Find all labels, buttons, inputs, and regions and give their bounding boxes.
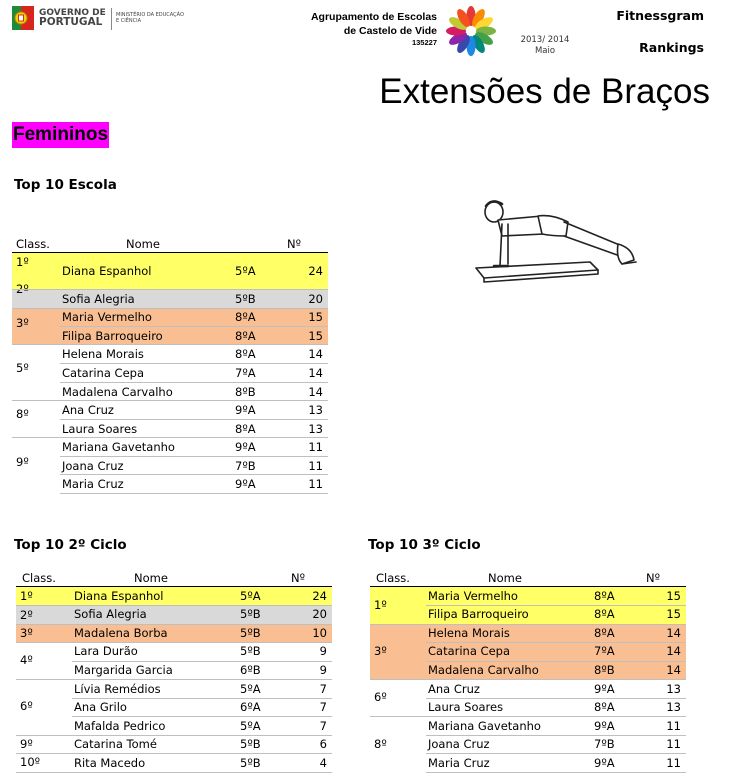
- athlete-name: Helena Morais: [428, 626, 510, 640]
- table-row: [370, 642, 686, 660]
- table-row: [16, 680, 332, 698]
- athlete-reps: 7: [319, 700, 327, 714]
- table-row: [370, 624, 686, 642]
- name-header: Nome: [134, 571, 168, 585]
- table-row: [16, 605, 332, 623]
- athlete-name: Filipa Barroqueiro: [428, 607, 529, 621]
- table-row: [370, 698, 686, 716]
- athlete-class: 8ºA: [235, 310, 256, 324]
- class-header: Class.: [22, 571, 56, 585]
- athlete-class: 9ºA: [235, 477, 256, 491]
- table-row: [16, 642, 332, 660]
- gov-line2: PORTUGAL: [39, 16, 103, 28]
- escola-title: Top 10 Escola: [14, 177, 117, 193]
- place-label: 6º: [374, 690, 387, 704]
- athlete-class: 5ºB: [240, 626, 261, 640]
- ciclo3-title: Top 10 3º Ciclo: [368, 537, 481, 553]
- place-label: 1º: [20, 589, 33, 603]
- athlete-name: Mariana Gavetanho: [428, 719, 541, 733]
- athlete-name: Maria Vermelho: [62, 310, 152, 324]
- table-row: [12, 475, 328, 493]
- athlete-name: Ana Cruz: [428, 682, 480, 696]
- government-logo: [12, 6, 184, 32]
- athlete-class: 9ºA: [594, 682, 615, 696]
- athlete-class: 8ºA: [235, 422, 256, 436]
- athlete-reps: 14: [308, 347, 323, 361]
- athlete-reps: 14: [666, 626, 681, 640]
- athlete-name: Sofia Alegria: [62, 292, 135, 306]
- table-row: [16, 587, 332, 605]
- athlete-name: Joana Cruz: [62, 459, 124, 473]
- athlete-reps: 11: [666, 756, 681, 770]
- athlete-reps: 15: [308, 329, 323, 343]
- place-label: 2º: [20, 608, 33, 622]
- athlete-reps: 7: [319, 719, 327, 733]
- table-row: [370, 587, 686, 605]
- place-label: 1º: [374, 598, 387, 612]
- athlete-name: Madalena Carvalho: [62, 385, 173, 399]
- athlete-reps: 24: [308, 264, 323, 278]
- place-label: 6º: [20, 699, 33, 713]
- gov-line1: GOVERNO DE: [39, 8, 106, 18]
- place-label: 9º: [20, 737, 33, 751]
- table-row: [12, 345, 328, 363]
- table-row: [370, 680, 686, 698]
- athlete-reps: 11: [308, 477, 323, 491]
- table-row: [12, 383, 328, 401]
- school-year: [510, 35, 580, 57]
- athlete-reps: 11: [308, 440, 323, 454]
- school-line2: de Castelo de Vide: [343, 25, 437, 37]
- place-label: 4º: [20, 653, 33, 667]
- table-row: [16, 661, 332, 679]
- athlete-class: 5ºB: [240, 737, 261, 751]
- escola-table: [12, 236, 328, 498]
- table-row: [12, 364, 328, 382]
- class-header: Class.: [376, 571, 410, 585]
- place-label: 1º: [16, 255, 29, 269]
- athlete-reps: 14: [666, 644, 681, 658]
- athlete-name: Helena Morais: [62, 347, 144, 361]
- athlete-reps: 7: [319, 682, 327, 696]
- athlete-name: Ana Grilo: [74, 700, 127, 714]
- athlete-reps: 14: [666, 663, 681, 677]
- table-row: [370, 735, 686, 753]
- ministry-line1: MINISTÉRIO DA EDUCAÇÃO: [116, 12, 184, 18]
- table-row: [12, 290, 328, 308]
- athlete-class: 5ºB: [240, 756, 261, 770]
- athlete-class: 5ºB: [240, 607, 261, 621]
- name-header: Nome: [488, 571, 522, 585]
- athlete-reps: 20: [312, 607, 327, 621]
- athlete-name: Mafalda Pedrico: [74, 719, 166, 733]
- ciclo2-table: [16, 570, 332, 778]
- num-header: Nº: [287, 237, 302, 251]
- athlete-class: 7ºB: [235, 459, 256, 473]
- athlete-reps: 11: [308, 459, 323, 473]
- athlete-name: Catarina Tomé: [74, 737, 157, 751]
- athlete-name: Diana Espanhol: [62, 264, 152, 278]
- table-row: [16, 735, 332, 753]
- ministry-line2: E CIÊNCIA: [116, 18, 141, 24]
- athlete-reps: 11: [666, 737, 681, 751]
- athlete-class: 8ºA: [235, 347, 256, 361]
- athlete-reps: 9: [319, 644, 327, 658]
- table-row: [370, 605, 686, 623]
- athlete-class: 6ºB: [240, 663, 261, 677]
- table-row: [16, 698, 332, 716]
- place-label: 5º: [16, 361, 29, 375]
- athlete-reps: 11: [666, 719, 681, 733]
- table-row: [16, 624, 332, 642]
- athlete-name: Madalena Borba: [74, 626, 168, 640]
- athlete-reps: 9: [319, 663, 327, 677]
- table-row: [370, 754, 686, 772]
- athlete-name: Mariana Gavetanho: [62, 440, 175, 454]
- athlete-class: 8ºB: [235, 385, 256, 399]
- athlete-name: Catarina Cepa: [428, 644, 510, 658]
- rankings-label: Rankings: [639, 40, 704, 55]
- athlete-class: 8ºA: [594, 607, 615, 621]
- athlete-reps: 14: [308, 385, 323, 399]
- name-header: Nome: [126, 237, 160, 251]
- athlete-class: 9ºA: [594, 719, 615, 733]
- athlete-reps: 6: [319, 737, 327, 751]
- athlete-class: 5ºB: [240, 644, 261, 658]
- place-label: 9º: [16, 455, 29, 469]
- athlete-name: Maria Vermelho: [428, 589, 518, 603]
- athlete-name: Margarida Garcia: [74, 663, 173, 677]
- athlete-class: 7ºA: [594, 644, 615, 658]
- athlete-class: 9ºA: [235, 440, 256, 454]
- athlete-name: Rita Macedo: [74, 756, 146, 770]
- athlete-reps: 24: [312, 589, 327, 603]
- school-line1: Agrupamento de Escolas: [310, 11, 437, 23]
- athlete-name: Diana Espanhol: [74, 589, 164, 603]
- athlete-reps: 10: [312, 626, 327, 640]
- place-label: 3º: [20, 626, 33, 640]
- table-row: [370, 661, 686, 679]
- athlete-class: 9ºA: [235, 403, 256, 417]
- athlete-name: Maria Cruz: [428, 756, 490, 770]
- athlete-reps: 13: [666, 682, 681, 696]
- athlete-class: 7ºA: [235, 366, 256, 380]
- athlete-name: Catarina Cepa: [62, 366, 144, 380]
- athlete-reps: 13: [666, 700, 681, 714]
- ciclo3-table: [370, 570, 686, 778]
- athlete-name: Maria Cruz: [62, 477, 124, 491]
- athlete-name: Lívia Remédios: [74, 682, 161, 696]
- athlete-reps: 14: [308, 366, 323, 380]
- athlete-name: Ana Cruz: [62, 403, 114, 417]
- athlete-name: Madalena Carvalho: [428, 663, 539, 677]
- table-row: [16, 717, 332, 735]
- athlete-name: Joana Cruz: [428, 737, 490, 751]
- athlete-reps: 13: [308, 422, 323, 436]
- athlete-name: Laura Soares: [62, 422, 138, 436]
- ciclo2-title: Top 10 2º Ciclo: [14, 537, 127, 553]
- table-row: [12, 308, 328, 326]
- class-header: Class.: [16, 237, 50, 251]
- athlete-class: 8ºA: [594, 700, 615, 714]
- month-label: Maio: [534, 46, 556, 56]
- table-row: [12, 420, 328, 438]
- athlete-class: 6ºA: [240, 700, 261, 714]
- athlete-name: Laura Soares: [428, 700, 504, 714]
- athlete-class: 5ºB: [235, 292, 256, 306]
- table-row: [12, 438, 328, 456]
- athlete-class: 8ºA: [235, 329, 256, 343]
- page-title: Extensões de Braços: [379, 72, 710, 111]
- athlete-name: Lara Durão: [74, 644, 138, 658]
- athlete-class: 5ºA: [240, 719, 261, 733]
- place-label: 3º: [374, 644, 387, 658]
- athlete-class: 5ºA: [240, 682, 261, 696]
- fitnessgram-label: Fitnessgram: [616, 8, 704, 23]
- athlete-class: 7ºB: [594, 737, 615, 751]
- athlete-class: 5ºA: [235, 264, 256, 278]
- place-label: 3º: [16, 316, 29, 330]
- athlete-reps: 20: [308, 292, 323, 306]
- table-row: [12, 457, 328, 475]
- school-logo-flower-icon: [444, 4, 498, 58]
- portugal-shield-icon: [12, 6, 34, 30]
- athlete-reps: 4: [319, 756, 327, 770]
- place-label: 8º: [16, 407, 29, 421]
- athlete-reps: 15: [666, 607, 681, 621]
- table-row: [12, 401, 328, 419]
- table-row: [370, 717, 686, 735]
- athlete-class: 8ºA: [594, 626, 615, 640]
- athlete-reps: 13: [308, 403, 323, 417]
- place-label: 8º: [374, 737, 387, 751]
- athlete-class: 9ºA: [594, 756, 615, 770]
- push-up-illustration: [472, 190, 644, 290]
- athlete-reps: 15: [666, 589, 681, 603]
- num-header: Nº: [646, 571, 661, 585]
- athlete-class: 8ºB: [594, 663, 615, 677]
- year-label: 2013/ 2014: [520, 35, 570, 45]
- school-code: 135227: [411, 38, 437, 47]
- place-label: 10º: [20, 755, 41, 769]
- table-row: [12, 327, 328, 345]
- athlete-name: Sofia Alegria: [74, 607, 147, 621]
- group-label: Femininos: [12, 122, 109, 148]
- athlete-class: 8ºA: [594, 589, 615, 603]
- num-header: Nº: [291, 571, 306, 585]
- table-row: [16, 754, 332, 772]
- athlete-class: 5ºA: [240, 589, 261, 603]
- school-name: [280, 10, 437, 48]
- athlete-name: Filipa Barroqueiro: [62, 329, 163, 343]
- place-label: 2º: [16, 282, 29, 296]
- athlete-reps: 15: [308, 310, 323, 324]
- table-row: [12, 262, 328, 280]
